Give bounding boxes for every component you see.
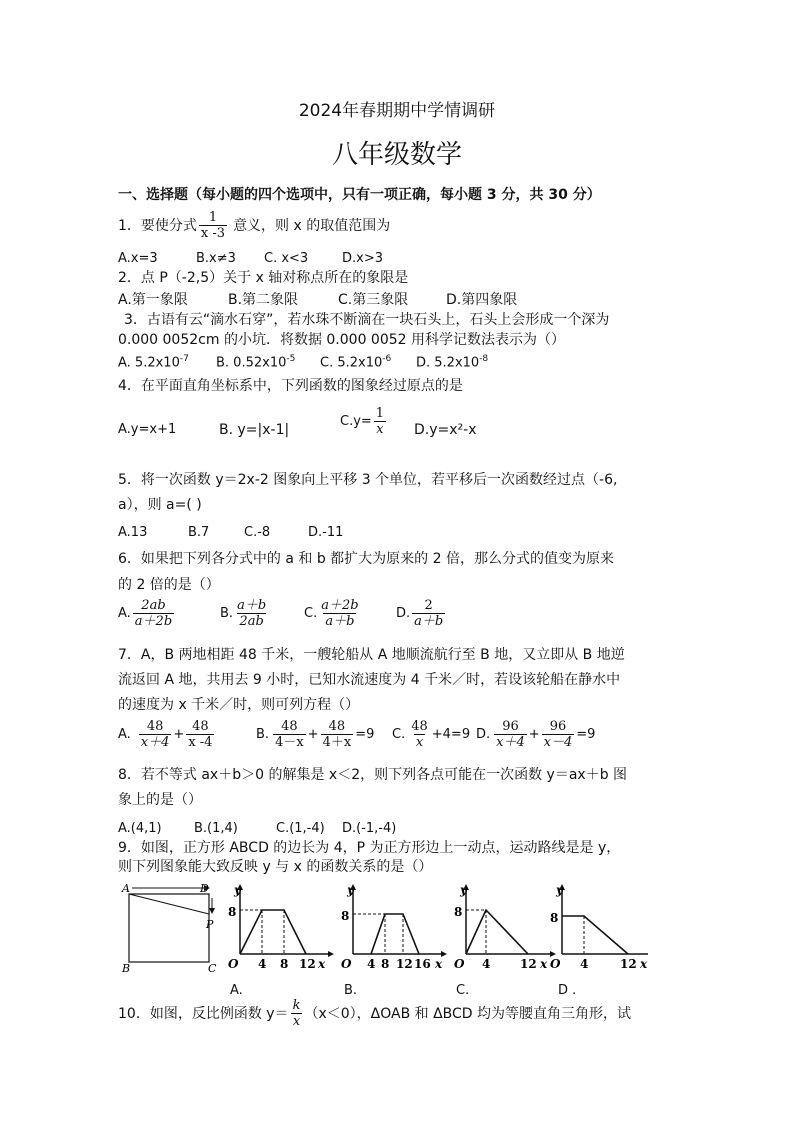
q1-option-d: D.x>3	[342, 251, 383, 266]
q8-option-c: C.(1,-4)	[276, 821, 325, 836]
svg-text:12: 12	[396, 957, 413, 971]
question-5-line1: 5．将一次函数 y＝2x-2 图象向上平移 3 个单位，若平移后一次函数经过点（-6,	[118, 472, 618, 488]
vertex-a: A	[122, 882, 130, 895]
question-9-line2: 则下列图象能大致反映 y 与 x 的函数关系的是（）	[118, 859, 433, 875]
svg-text:12: 12	[299, 957, 316, 971]
svg-text:4: 4	[482, 957, 491, 971]
exam-header: 2024年春期期中学情调研	[298, 101, 496, 121]
q10-prefix: 10．如图，反比例函数 y＝	[118, 1005, 289, 1022]
q4-option-a: A.y=x+1	[118, 422, 177, 437]
question-8-line2: 象上的是（）	[118, 792, 202, 808]
q1-option-c: C. x<3	[264, 251, 309, 266]
graph-b	[341, 883, 447, 971]
q7-option-d: D. $\frac{96}{x+4}$ + $\frac{96}{x-4}$ =9	[476, 719, 596, 750]
graph-c	[454, 883, 559, 971]
q1-suffix: 意义，则 x 的取值范围为	[233, 217, 391, 234]
vertex-p: P	[206, 918, 214, 931]
svg-text:y: y	[347, 883, 354, 897]
svg-text:8: 8	[280, 957, 289, 971]
q7-option-c: C. $\frac{48}{x}$ +4=9	[392, 719, 471, 750]
square-abcd	[121, 882, 217, 975]
q4-option-c: C.y= $\frac{1}{x}$	[340, 406, 385, 437]
question-7-line3: 的速度为 x 千米／时，则可列方程（）	[118, 697, 360, 713]
q5-option-b: B.7	[188, 525, 210, 540]
q1-frac-den: x -3	[200, 226, 226, 241]
q1-fraction	[199, 210, 227, 241]
q5-option-a: A.13	[118, 525, 148, 540]
question-2: 2．点 P（-2,5）关于 x 轴对称点所在的象限是	[118, 270, 409, 286]
svg-text:O: O	[228, 957, 239, 971]
q9-figures	[118, 880, 648, 980]
exam-title: 八年级数学	[331, 140, 462, 170]
q1-option-b: B.x≠3	[196, 251, 236, 266]
q3-option-a: A. $5.2x10^{-7}$	[118, 354, 189, 371]
question-7-line1: 7．A，B 两地相距 48 千米，一艘轮船从 A 地顺流航行至 B 地，又立即从 B 地逆	[118, 647, 625, 663]
svg-text:x: x	[640, 957, 648, 971]
question-1	[118, 210, 390, 241]
q7-option-a: A. $\frac{48}{x+4}$ + $\frac{48}{x -4}$	[118, 719, 213, 750]
question-8-line1: 8．若不等式 ax＋b＞0 的解集是 x＜2，则下列各点可能在一次函数 y＝ax＋b 图	[118, 767, 628, 783]
svg-text:O: O	[550, 957, 561, 971]
svg-text:y: y	[556, 883, 563, 897]
q2-option-c: C.第三象限	[338, 292, 409, 308]
q1-frac-num: 1	[208, 210, 218, 225]
q4-option-d: D.y=x²-x	[414, 422, 477, 438]
vertex-d: D	[200, 882, 209, 895]
question-7-line2: 流返回 A 地，共用去 9 小时，已知水流速度为 4 千米／时，若设该轮船在静水中	[118, 672, 621, 688]
section-heading: 一、选择题（每小题的四个选项中，只有一项正确，每小题 3 分，共 30 分）	[118, 187, 601, 203]
svg-text:8: 8	[228, 905, 237, 919]
q5-option-c: C.-8	[244, 525, 271, 540]
svg-text:4: 4	[580, 957, 589, 971]
graph-a	[228, 883, 334, 971]
q1-option-a: A.x=3	[118, 251, 158, 266]
q8-option-d: D.(-1,-4)	[342, 821, 397, 836]
svg-text:16: 16	[414, 957, 431, 971]
svg-text:4: 4	[367, 957, 376, 971]
q6-option-a: A. $\frac{2ab}{a+2b}$	[118, 598, 173, 629]
q6-option-b: B. $\frac{a+b}{2ab}$	[220, 598, 267, 629]
q4-option-b: B. y=|x-1|	[219, 422, 290, 438]
q10-fraction: $\frac{k}{x}$	[292, 998, 301, 1029]
vertex-b: B	[122, 962, 131, 975]
q6-option-d: D. $\frac{2}{a+b}$	[396, 598, 444, 629]
svg-text:12: 12	[620, 957, 637, 971]
svg-text:8: 8	[550, 911, 559, 925]
q4c-fraction: $\frac{1}{x}$	[375, 406, 385, 437]
q9-option-b-label: B.	[344, 983, 358, 998]
svg-text:8: 8	[454, 905, 463, 919]
q2-option-a: A.第一象限	[118, 292, 188, 308]
q3-option-d: D. $5.2x10^{-8}$	[416, 354, 489, 371]
q5-option-d: D.-11	[308, 525, 344, 540]
graph-d	[550, 883, 648, 971]
q6-option-c: C. $\frac{a+2b}{a+b}$	[304, 598, 359, 629]
svg-text:x: x	[540, 957, 548, 971]
vertex-c: C	[208, 962, 217, 975]
question-6-line2: 的 2 倍的是（）	[118, 577, 220, 593]
q7-option-b: B. $\frac{48}{4-x}$ + $\frac{48}{4+x}$ =9	[256, 719, 375, 750]
question-10	[118, 998, 631, 1029]
q2-option-d: D.第四象限	[446, 292, 518, 308]
question-9-line1: 9．如图，正方形 ABCD 的边长为 4，P 为正方形边上一动点，运动路线是是 y，	[118, 840, 621, 856]
svg-text:O: O	[454, 957, 465, 971]
q1-prefix: 1．要使分式	[118, 217, 197, 234]
question-3-line2: 0.000 0052cm 的小坑．将数据 0.000 0052 用科学记数法表示为（）	[118, 332, 566, 348]
q3-option-b: B. $0.52x10^{-5}$	[216, 354, 296, 371]
question-5-line2: a），则 a=( )	[118, 497, 202, 513]
svg-text:x: x	[435, 957, 443, 971]
q3-option-c: C. $5.2x10^{-6}$	[320, 354, 392, 371]
question-6-line1: 6．如果把下列各分式中的 a 和 b 都扩大为原来的 2 倍，那么分式的值变为原来	[118, 551, 614, 567]
svg-text:y: y	[460, 883, 467, 897]
svg-text:4: 4	[258, 957, 267, 971]
svg-text:y: y	[234, 883, 241, 897]
q9-option-a-label: A.	[230, 983, 243, 998]
q10-suffix: （x＜0），ΔOAB 和 ΔBCD 均为等腰直角三角形，试	[304, 1005, 632, 1022]
svg-text:x: x	[318, 957, 326, 971]
svg-text:12: 12	[520, 957, 537, 971]
q2-option-b: B.第二象限	[228, 292, 299, 308]
q8-option-a: A.(4,1)	[118, 821, 162, 836]
svg-text:8: 8	[341, 909, 350, 923]
question-4: 4．在平面直角坐标系中，下列函数的图象经过原点的是	[118, 378, 463, 394]
svg-text:8: 8	[381, 957, 390, 971]
svg-text:O: O	[341, 957, 352, 971]
q8-option-b: B.(1,4)	[194, 821, 238, 836]
question-3-line1: 3．古语有云“滴水石穿”，若水珠不断滴在一块石头上，石头上会形成一个深为	[124, 312, 610, 328]
q9-option-c-label: C.	[456, 983, 470, 998]
q9-option-d-label: D .	[558, 983, 577, 998]
